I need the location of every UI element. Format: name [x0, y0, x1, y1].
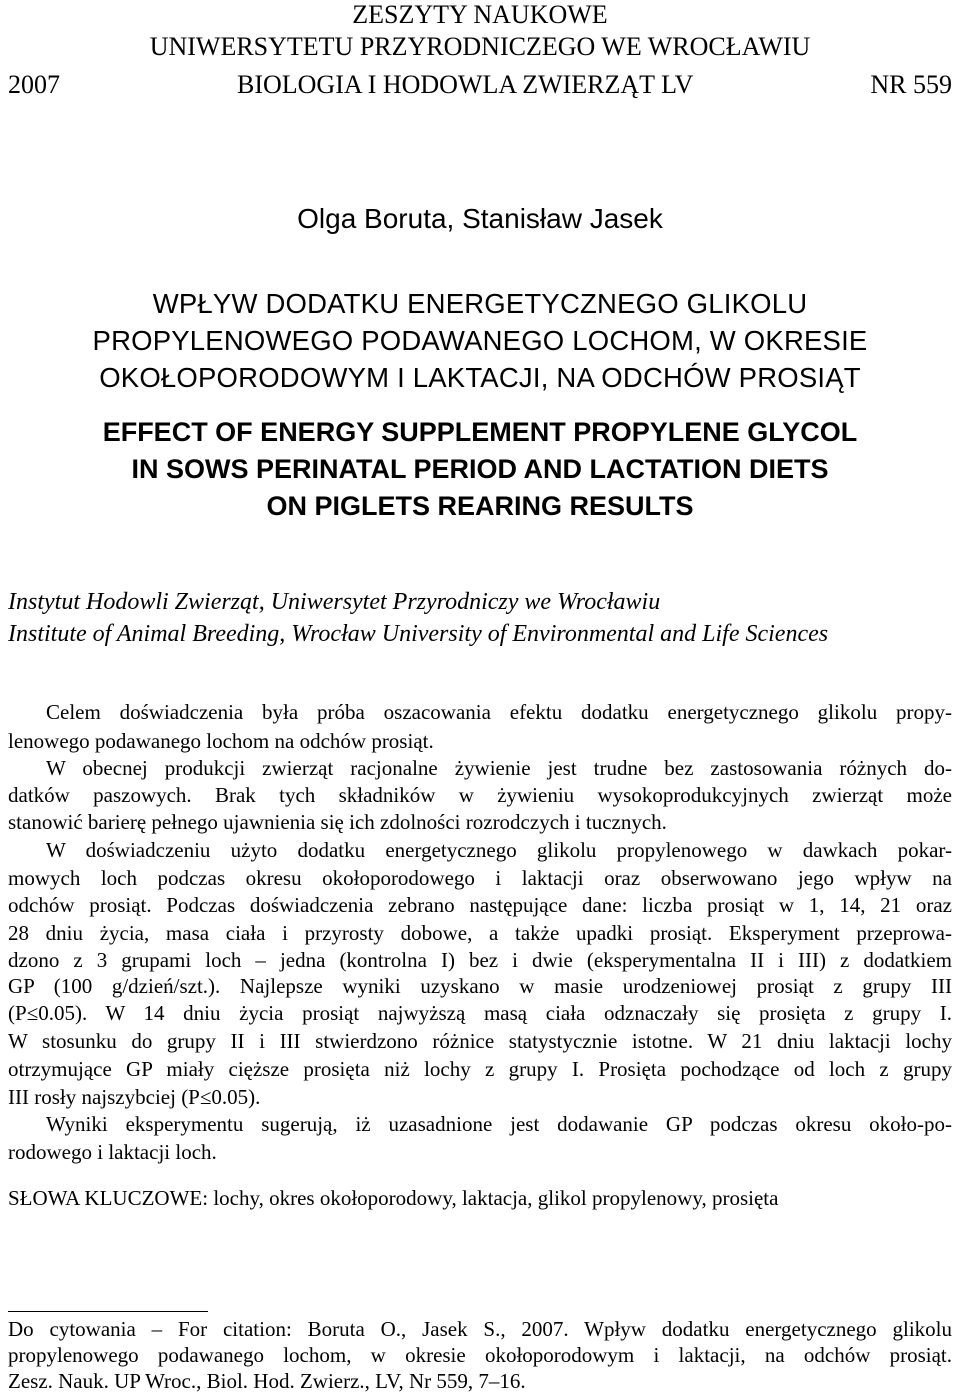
- citation-line: Zesz. Nauk. UP Wroc., Biol. Hod. Zwierz., LV, Nr 559, 7–16.: [8, 1369, 526, 1393]
- abstract-line: dzono z 3 grupami loch – jedna (kontrolna I) bez i dwie (eksperymentalna II i III) z dodatkiem: [8, 948, 952, 972]
- abstract-line: datków paszowych. Brak tych składników w żywieniu wysokoprodukcyjnych zwierząt może: [8, 783, 952, 807]
- abstract-line: odchów prosiąt. Podczas doświadczenia zebrano następujące dane: liczba prosiąt w 1, 14, 21 oraz: [8, 893, 952, 917]
- keywords: SŁOWA KLUCZOWE: lochy, okres okołoporodowy, laktacja, glikol propylenowy, prosięta: [8, 1186, 779, 1210]
- citation-line: Do cytowania – For citation: Boruta O., Jasek S., 2007. Wpływ dodatku energetycznego glikolu: [8, 1317, 952, 1341]
- abstract-line: GP (100 g/dzień/szt.). Najlepsze wyniki uzyskano w masie urodzeniowej prosiąt z grupy III: [8, 974, 952, 998]
- journal-number: NR 559: [870, 70, 952, 99]
- journal-year: 2007: [8, 70, 60, 99]
- title-en-line: IN SOWS PERINATAL PERIOD AND LACTATION DIETS: [131, 454, 829, 484]
- title-pl-line: OKOŁOPORODOWYM I LAKTACJI, NA ODCHÓW PROSIĄT: [99, 362, 861, 393]
- abstract-line: lenowego podawanego lochom na odchów prosiąt.: [8, 729, 434, 753]
- footnote-divider: [8, 1311, 208, 1312]
- abstract-line: stanowić barierę pełnego ujawnienia się ich zdolności rozrodczych i tucznych.: [8, 810, 667, 834]
- affiliation-pl: Instytut Hodowli Zwierząt, Uniwersytet Przyrodniczy we Wrocławiu: [8, 589, 661, 615]
- abstract-line: rodowego i laktacji loch.: [8, 1140, 217, 1164]
- abstract-line: 28 dniu życia, masa ciała i przyrosty dobowe, a także upadki prosiąt. Eksperyment przeprowa-: [8, 921, 952, 945]
- abstract-line: W obecnej produkcji zwierząt racjonalne żywienie jest trudne bez zastosowania różnych do-: [46, 756, 952, 780]
- abstract-line: W stosunku do grupy II i III stwierdzono różnice statystycznie istotne. W 21 dniu laktacji lochy: [8, 1029, 952, 1053]
- journal-name-line2: UNIWERSYTETU PRZYRODNICZEGO WE WROCŁAWIU: [149, 32, 811, 61]
- abstract-line: mowych loch podczas okresu okołoporodowego i laktacji oraz obserwowano jego wpływ na: [8, 866, 952, 890]
- abstract-line: Celem doświadczenia była próba oszacowania efektu dodatku energetycznego glikolu propy-: [46, 700, 952, 724]
- title-en-line: ON PIGLETS REARING RESULTS: [266, 491, 694, 521]
- citation-line: propylenowego podawanego lochom, w okresie okołoporodowym i laktacji, na odchów prosiąt.: [8, 1343, 952, 1367]
- abstract-line: (P≤0.05). W 14 dniu życia prosiąt najwyższą masą ciała odznaczały się prosięta z grupy I.: [8, 1001, 952, 1025]
- abstract-line: W doświadczeniu użyto dodatku energetycznego glikolu propylenowego w dawkach pokar-: [46, 838, 952, 862]
- authors: Olga Boruta, Stanisław Jasek: [297, 203, 663, 234]
- abstract-line: Wyniki eksperymentu sugerują, iż uzasadnione jest dodawanie GP podczas okresu około-po-: [46, 1112, 952, 1136]
- title-pl-line: WPŁYW DODATKU ENERGETYCZNEGO GLIKOLU: [152, 288, 808, 319]
- title-pl-line: PROPYLENOWEGO PODAWANEGO LOCHOM, W OKRESIE: [92, 325, 868, 356]
- title-en-line: EFFECT OF ENERGY SUPPLEMENT PROPYLENE GLYCOL: [102, 417, 858, 447]
- affiliation-en: Institute of Animal Breeding, Wrocław University of Environmental and Life Sciences: [8, 621, 829, 647]
- abstract-line: III rosły najszybciej (P≤0.05).: [8, 1085, 261, 1109]
- journal-name-line1: ZESZYTY NAUKOWE: [352, 0, 608, 29]
- abstract-line: otrzymujące GP miały cięższe prosięta niż lochy z grupy I. Prosięta pochodzące od loch z grupy: [8, 1057, 952, 1081]
- journal-issue-row: [8, 70, 952, 100]
- journal-series: BIOLOGIA I HODOWLA ZWIERZĄT LV: [236, 70, 694, 99]
